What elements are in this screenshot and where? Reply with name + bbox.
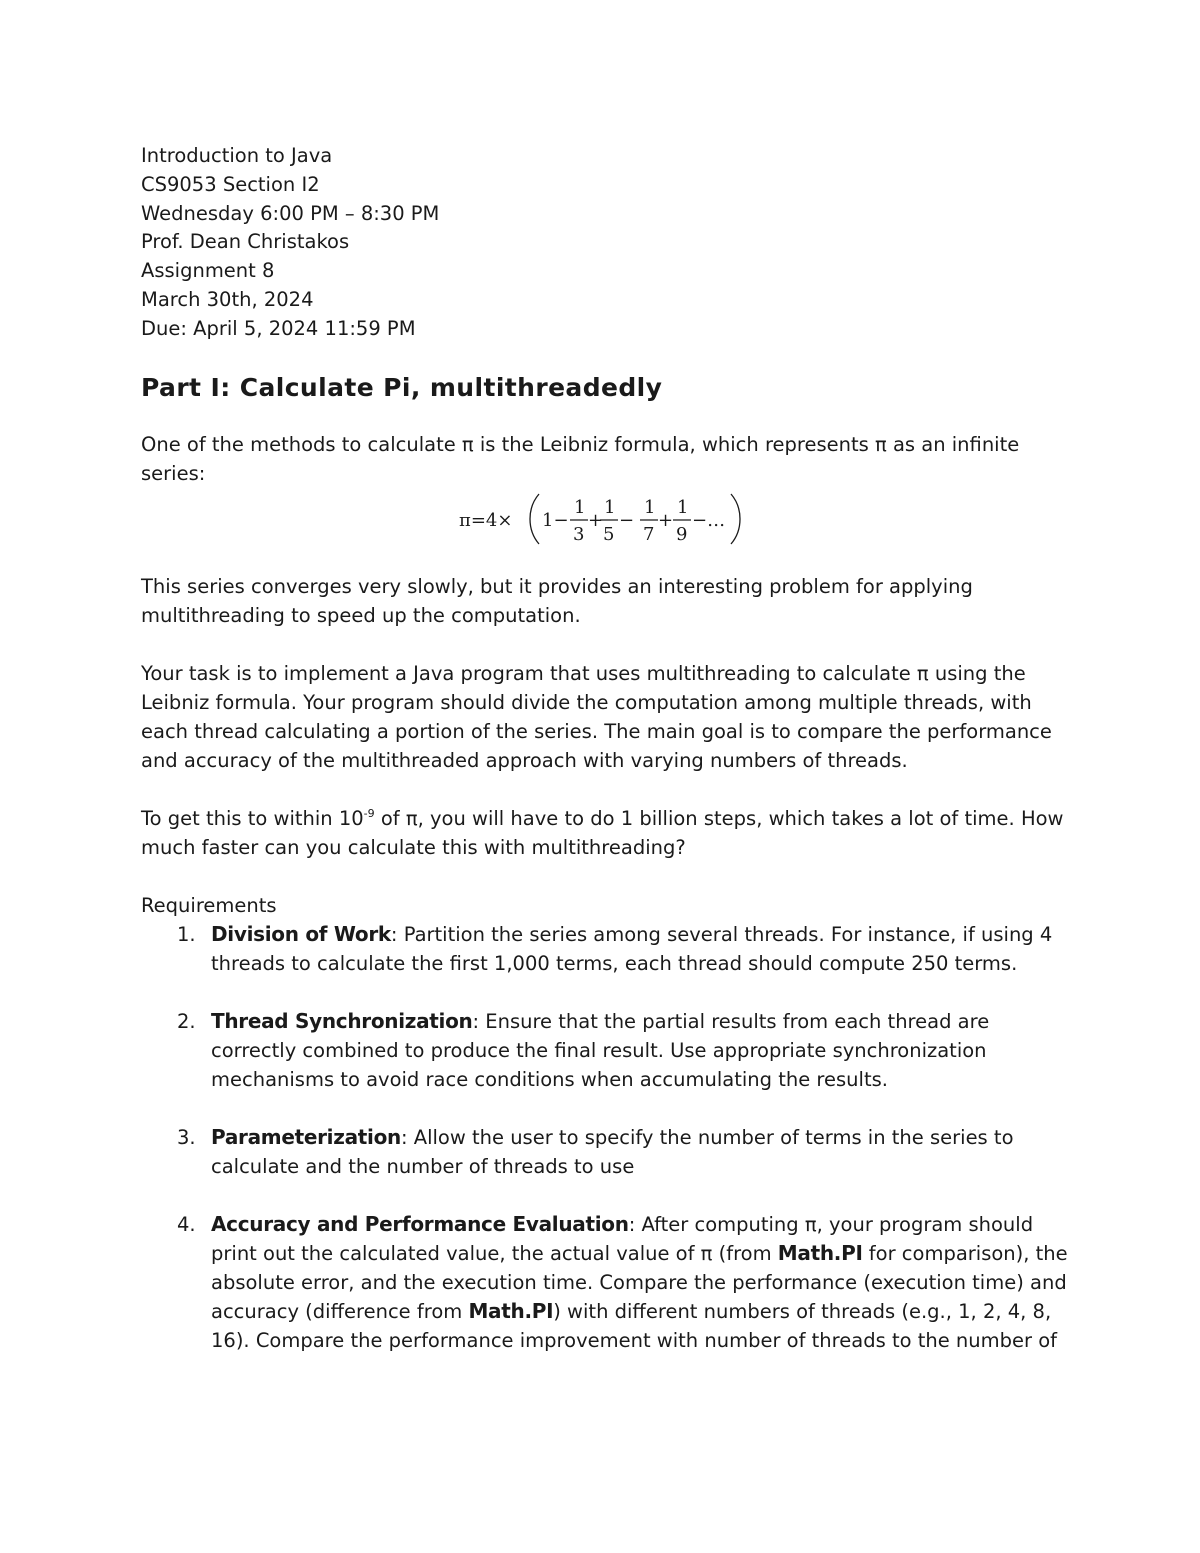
requirement-number: 1. [177,922,196,946]
formula-operator-1: + [588,509,604,531]
requirement-text: : Allow the user to specify the number of terms in the series to calculate and the number of threads to use [211,1125,1014,1178]
requirement-term: Parameterization [211,1124,401,1149]
requirement-text: : After computing π, your program should print out the calculated value, the actual value of π (from [211,1212,1034,1265]
accuracy-exponent: -9 [363,806,375,820]
course-title: Introduction to Java [141,144,333,167]
assignment-number: Assignment 8 [141,259,275,283]
requirement-item [141,920,1071,978]
requirement-number: 3. [177,1125,196,1149]
requirement-item [141,1007,1071,1094]
document-content [141,142,1071,1355]
professor-name: Prof. Dean Christakos [141,230,350,254]
requirement-number: 2. [177,1009,196,1033]
formula-numerator-3: 1 [644,496,656,518]
requirement-text: : Partition the series among several threads. For instance, if using 4 threads to calculate the first 1,000 terms, each thread should compute 250 terms. [211,922,1053,975]
leibniz-formula [141,484,1071,554]
task-paragraph: Your task is to implement a Java program that uses multithreading to calculate π using the Leibniz formula. Your program should divide the computation among multiple threads, with each thread calculating a portion of the series. The main goal is to compare the performance and accuracy of the multithreaded approach with varying numbers of threads. [141,661,1052,772]
requirement-term: Accuracy and Performance Evaluation [211,1211,629,1236]
requirement-item [141,1123,1071,1181]
requirement-term: Division of Work [211,921,391,946]
formula-right-paren [731,494,740,544]
requirement-term: Thread Synchronization [211,1008,473,1033]
accuracy-text-after: of π, you will have to do 1 billion steps, which takes a lot of time. How much faster can you calculate this with multithreading? [141,806,1064,859]
accuracy-text-before: To get this to within 10 [141,806,364,830]
formula-denominator-1: 3 [573,523,585,545]
math-pi-code: Math.PI [777,1240,863,1265]
requirement-text: ) with different numbers of threads (e.g., 1, 2, 4, 8, 16). Compare the performance improvement with number of threads to the number of [211,1299,1058,1352]
requirements-list [141,920,1071,1355]
math-pi-code: Math.PI [468,1298,554,1323]
requirement-number: 4. [177,1212,196,1236]
requirement-item [141,1210,1071,1355]
formula-denominator-3: 7 [643,523,655,545]
formula-operator-3: + [658,509,674,531]
requirement-text: : Ensure that the partial results from each thread are correctly combined to produce the final result. Use appropriate synchronization mechanisms to avoid race conditions when accumulating the results. [211,1009,990,1091]
leibniz-intro-paragraph: One of the methods to calculate π is the Leibniz formula, which represents π as an infinite series: [141,432,1020,485]
formula-lhs: π=4× [459,509,513,531]
due-date: Due: April 5, 2024 11:59 PM [141,316,416,340]
assignment-date: March 30th, 2024 [141,287,314,311]
formula-one-minus: 1− [542,509,569,531]
part-1-heading: Part I: Calculate Pi, multithreadedly [141,372,663,402]
formula-numerator-4: 1 [677,496,689,518]
assignment-header [141,142,1071,344]
accuracy-paragraph [141,804,1071,862]
formula-numerator-1: 1 [574,496,586,518]
formula-denominator-4: 9 [676,523,688,545]
convergence-paragraph: This series converges very slowly, but it provides an interesting problem for applying multithreading to speed up the computation. [141,574,973,627]
class-schedule: Wednesday 6:00 PM – 8:30 PM [141,201,440,225]
formula-operator-4: −… [692,509,726,531]
formula-numerator-2: 1 [604,496,616,518]
requirements-label: Requirements [141,893,277,917]
formula-denominator-2: 5 [603,523,615,545]
course-section: CS9053 Section I2 [141,172,320,196]
formula-left-paren [530,494,539,544]
requirement-text: for comparison), the absolute error, and the execution time. Compare the performance (execution time) and accuracy (difference from [211,1241,1068,1323]
formula-operator-2: − [619,509,635,531]
